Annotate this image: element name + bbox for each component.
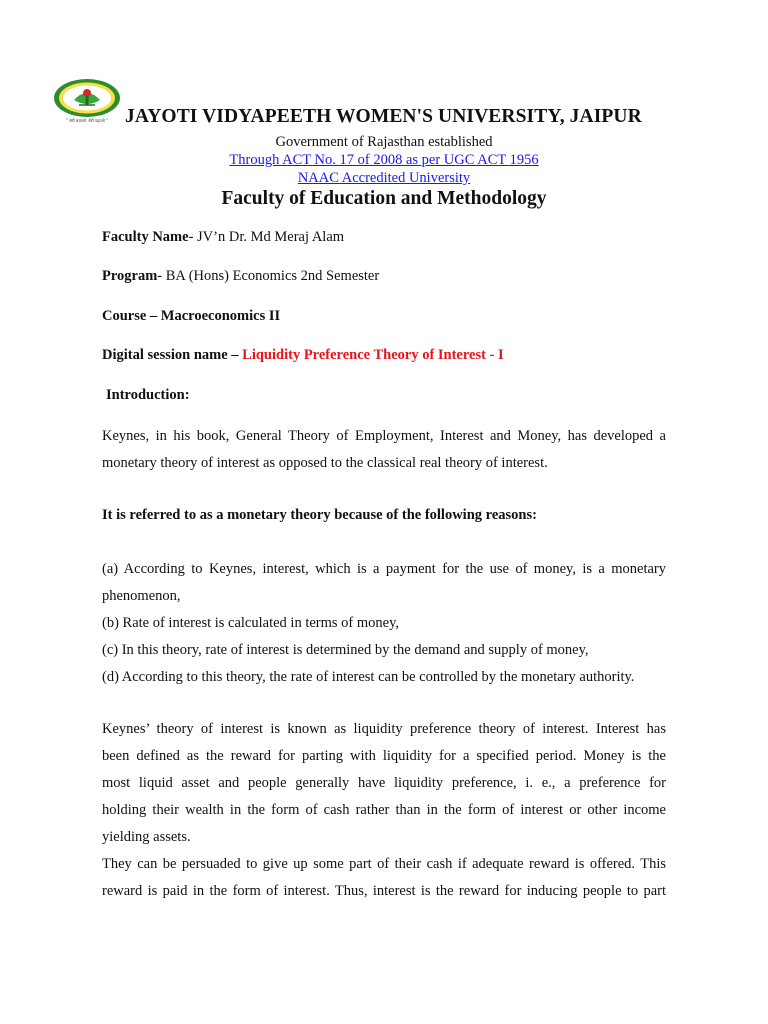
faculty-name-value: - JV’n Dr. Md Meraj Alam (188, 229, 345, 245)
reason-c: (c) In this theory, rate of interest is determined by the demand and supply of money, (102, 642, 589, 658)
university-name: JAYOTI VIDYAPEETH WOMEN'S UNIVERSITY, JAIPUR (125, 106, 642, 127)
para3-line: reward is paid in the form of interest. Thus, interest is the reward for inducing people to part (102, 883, 666, 899)
naac-link[interactable]: NAAC Accredited University (297, 170, 471, 186)
para3-line: They can be persuaded to give up some part of their cash if adequate reward is offered. This (102, 856, 666, 872)
para2-line: holding their wealth in the form of cash rather than in the form of interest or other income (102, 802, 666, 818)
reason-a-line: (a) According to Keynes, interest, which is a payment for the use of money, is a monetary (102, 561, 666, 577)
reasons-heading: It is referred to as a monetary theory because of the following reasons: (102, 507, 537, 523)
established-line: Government of Rajasthan established (275, 134, 493, 150)
session-line (102, 347, 504, 364)
program-line (102, 268, 379, 285)
faculty-heading: Faculty of Education and Methodology (221, 188, 547, 209)
program-label: Program (102, 268, 158, 284)
program-value: - BA (Hons) Economics 2nd Semester (157, 268, 380, 284)
reason-b: (b) Rate of interest is calculated in terms of money, (102, 615, 400, 631)
para2-line: most liquid asset and people generally have liquidity preference, i. e., a preference for (102, 775, 666, 791)
university-logo (52, 78, 122, 130)
logo-motto: " बेटी बचाओ, बेटी पढ़ाओ " (66, 118, 108, 123)
reason-a-line: phenomenon, (102, 588, 181, 604)
para2-line: Keynes’ theory of interest is known as liquidity preference theory of interest. Interest has (102, 721, 666, 737)
university-emblem-icon (52, 78, 122, 118)
session-title: Liquidity Preference Theory of Interest - I (242, 347, 504, 363)
intro-line: monetary theory of interest as opposed to the classical real theory of interest. (102, 455, 548, 471)
session-label: Digital session name – (102, 347, 243, 363)
intro-heading: Introduction: (106, 387, 190, 403)
course-line: Course – Macroeconomics II (102, 308, 281, 324)
act-link[interactable]: Through ACT No. 17 of 2008 as per UGC ACT 1956 (229, 152, 539, 168)
faculty-name-line (102, 229, 344, 246)
para2-line: been defined as the reward for parting with liquidity for a specified period. Money is the (102, 748, 666, 764)
intro-line: Keynes, in his book, General Theory of Employment, Interest and Money, has developed a (102, 428, 666, 444)
reason-d: (d) According to this theory, the rate of interest can be controlled by the monetary authority. (102, 669, 635, 685)
faculty-name-label: Faculty Name (102, 229, 189, 245)
para2-line: yielding assets. (102, 829, 191, 845)
